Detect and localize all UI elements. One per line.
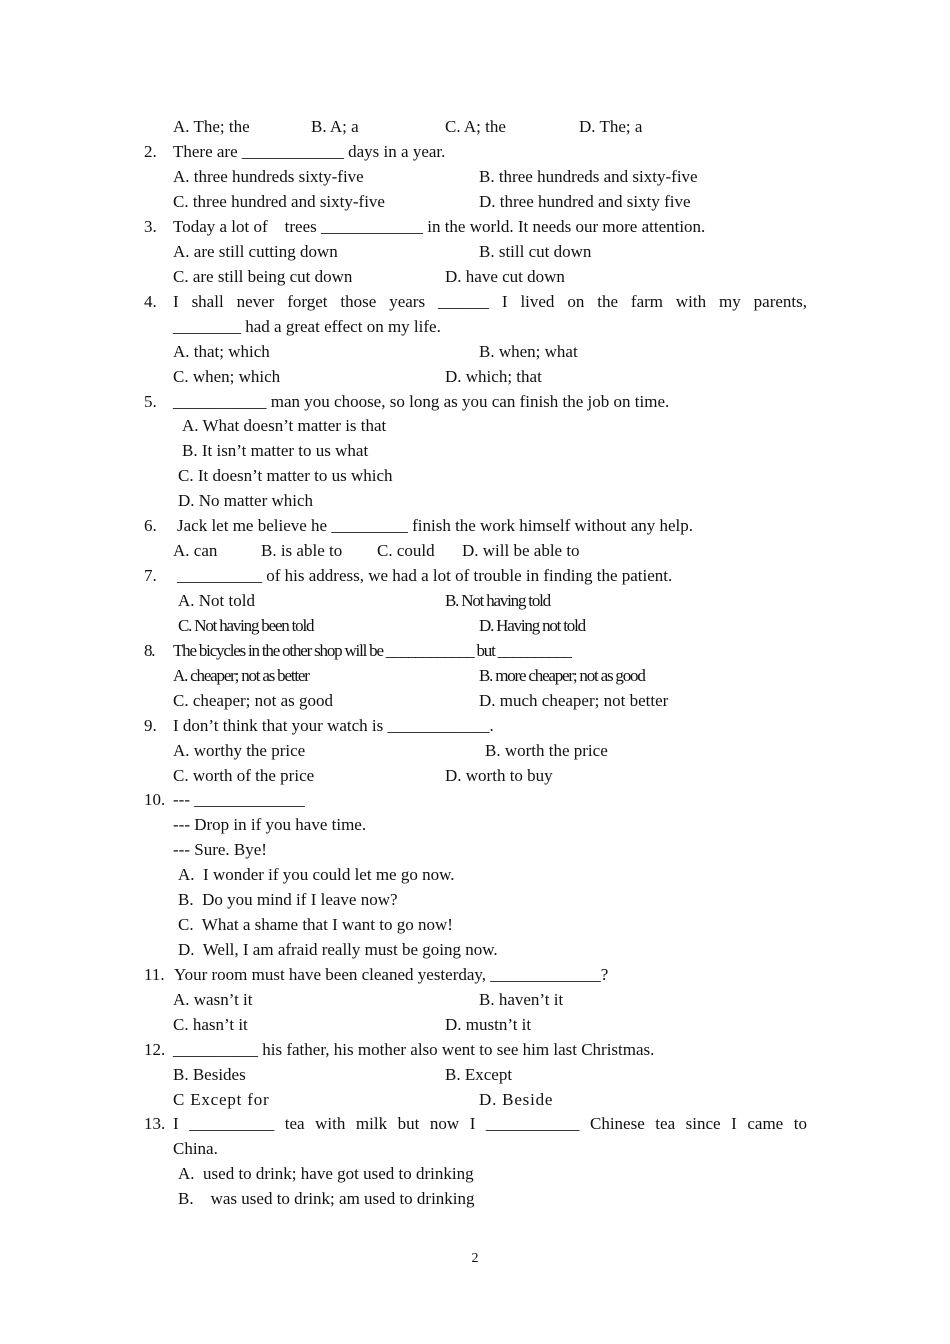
- page-number: 2: [471, 1251, 479, 1266]
- q9-option-c: C. worth of the price: [173, 766, 315, 785]
- q10-option-b: B. Do you mind if I leave now?: [178, 890, 398, 909]
- q9-option-d: D. worth to buy: [445, 766, 553, 785]
- q7-number: 7.: [144, 566, 157, 585]
- q2-option-a: A. three hundreds sixty-five: [173, 167, 364, 186]
- q9-stem: I don’t think that your watch is ____________.: [173, 716, 494, 735]
- q7-option-b: B. Not having told: [445, 591, 550, 610]
- q6-stem: Jack let me believe he _________ finish the work himself without any help.: [177, 516, 694, 535]
- q8-number: 8.: [144, 641, 155, 660]
- q7-option-a: A. Not told: [178, 591, 255, 610]
- q3-option-b: B. still cut down: [479, 242, 592, 261]
- q11-option-a: A. wasn’t it: [173, 990, 253, 1009]
- q5-option-a: A. What doesn’t matter is that: [182, 416, 387, 435]
- q4-stem-line1: I shall never forget those years ______ I lived on the farm with my parents,: [173, 292, 807, 311]
- q5-stem: ___________ man you choose, so long as you can finish the job on time.: [173, 392, 670, 411]
- q11-option-b: B. haven’t it: [479, 990, 564, 1009]
- q8-option-a: A. cheaper; not as better: [173, 666, 309, 685]
- q2-number: 2.: [144, 142, 157, 161]
- q1-option-a: A. The; the: [173, 117, 250, 136]
- q6-option-a: A. can: [173, 541, 218, 560]
- q13-option-a: A. used to drink; have got used to drinking: [178, 1164, 474, 1183]
- q13-number: 13.: [144, 1114, 166, 1133]
- q10-option-c: C. What a shame that I want to go now!: [178, 915, 453, 934]
- q2-option-b: B. three hundreds and sixty-five: [479, 167, 698, 186]
- q12-stem: __________ his father, his mother also went to see him last Christmas.: [173, 1040, 655, 1059]
- q10-option-a: A. I wonder if you could let me go now.: [178, 865, 455, 884]
- q2-option-c: C. three hundred and sixty-five: [173, 192, 385, 211]
- q2-option-d: D. three hundred and sixty five: [479, 192, 691, 211]
- q11-stem: Your room must have been cleaned yesterday, _____________?: [174, 965, 609, 984]
- q6-option-c: C. could: [377, 541, 435, 560]
- q4-option-a: A. that; which: [173, 342, 270, 361]
- q3-number: 3.: [144, 217, 157, 236]
- q10-option-d: D. Well, I am afraid really must be going now.: [178, 940, 498, 959]
- q4-option-c: C. when; which: [173, 367, 281, 386]
- q10-dialog-line3: --- Sure. Bye!: [173, 840, 267, 859]
- q5-option-c: C. It doesn’t matter to us which: [178, 466, 393, 485]
- q6-option-b: B. is able to: [261, 541, 343, 560]
- q13-stem-line1: I __________ tea with milk but now I ___________ Chinese tea since I came to: [173, 1114, 807, 1133]
- q8-option-c: C. cheaper; not as good: [173, 691, 334, 710]
- q3-option-a: A. are still cutting down: [173, 242, 338, 261]
- q8-option-d: D. much cheaper; not better: [479, 691, 669, 710]
- q7-option-d: D. Having not told: [479, 616, 585, 635]
- q12-number: 12.: [144, 1040, 166, 1059]
- q5-option-d: D. No matter which: [178, 491, 314, 510]
- q4-option-d: D. which; that: [445, 367, 542, 386]
- q9-number: 9.: [144, 716, 157, 735]
- q1-option-d: D. The; a: [579, 117, 643, 136]
- q9-option-b: B. worth the price: [485, 741, 608, 760]
- q7-option-c: C. Not having been told: [178, 616, 314, 635]
- q1-option-c: C. A; the: [445, 117, 506, 136]
- q3-option-c: C. are still being cut down: [173, 267, 353, 286]
- q3-stem: Today a lot of trees ____________ in the world. It needs our more attention.: [173, 217, 706, 236]
- q1-option-b: B. A; a: [311, 117, 359, 136]
- q9-option-a: A. worthy the price: [173, 741, 306, 760]
- q10-dialog-line2: --- Drop in if you have time.: [173, 815, 367, 834]
- q12-option-a: B. Besides: [173, 1065, 246, 1084]
- q4-number: 4.: [144, 292, 157, 311]
- q10-number: 10.: [144, 790, 166, 809]
- q3-option-d: D. have cut down: [445, 267, 565, 286]
- q12-option-c: C Except for: [173, 1090, 270, 1109]
- q12-option-d: D. Beside: [479, 1090, 554, 1109]
- q4-option-b: B. when; what: [479, 342, 578, 361]
- q7-stem: __________ of his address, we had a lot of trouble in finding the patient.: [177, 566, 673, 585]
- q4-stem-line2: ________ had a great effect on my life.: [173, 317, 441, 336]
- q10-stem: --- _____________: [173, 790, 305, 809]
- q13-stem-line2: China.: [173, 1139, 218, 1158]
- q6-number: 6.: [144, 516, 157, 535]
- q2-stem: There are ____________ days in a year.: [173, 142, 446, 161]
- q11-option-d: D. mustn’t it: [445, 1015, 532, 1034]
- q6-option-d: D. will be able to: [462, 541, 580, 560]
- q12-option-b: B. Except: [445, 1065, 513, 1084]
- q11-option-c: C. hasn’t it: [173, 1015, 248, 1034]
- q5-option-b: B. It isn’t matter to us what: [182, 441, 369, 460]
- q13-option-b: B. was used to drink; am used to drinking: [178, 1189, 475, 1208]
- q11-number: 11.: [144, 965, 165, 984]
- q5-number: 5.: [144, 392, 157, 411]
- q8-stem: The bicycles in the other shop will be ____________ but __________: [173, 641, 571, 660]
- q8-option-b: B. more cheaper; not as good: [479, 666, 645, 685]
